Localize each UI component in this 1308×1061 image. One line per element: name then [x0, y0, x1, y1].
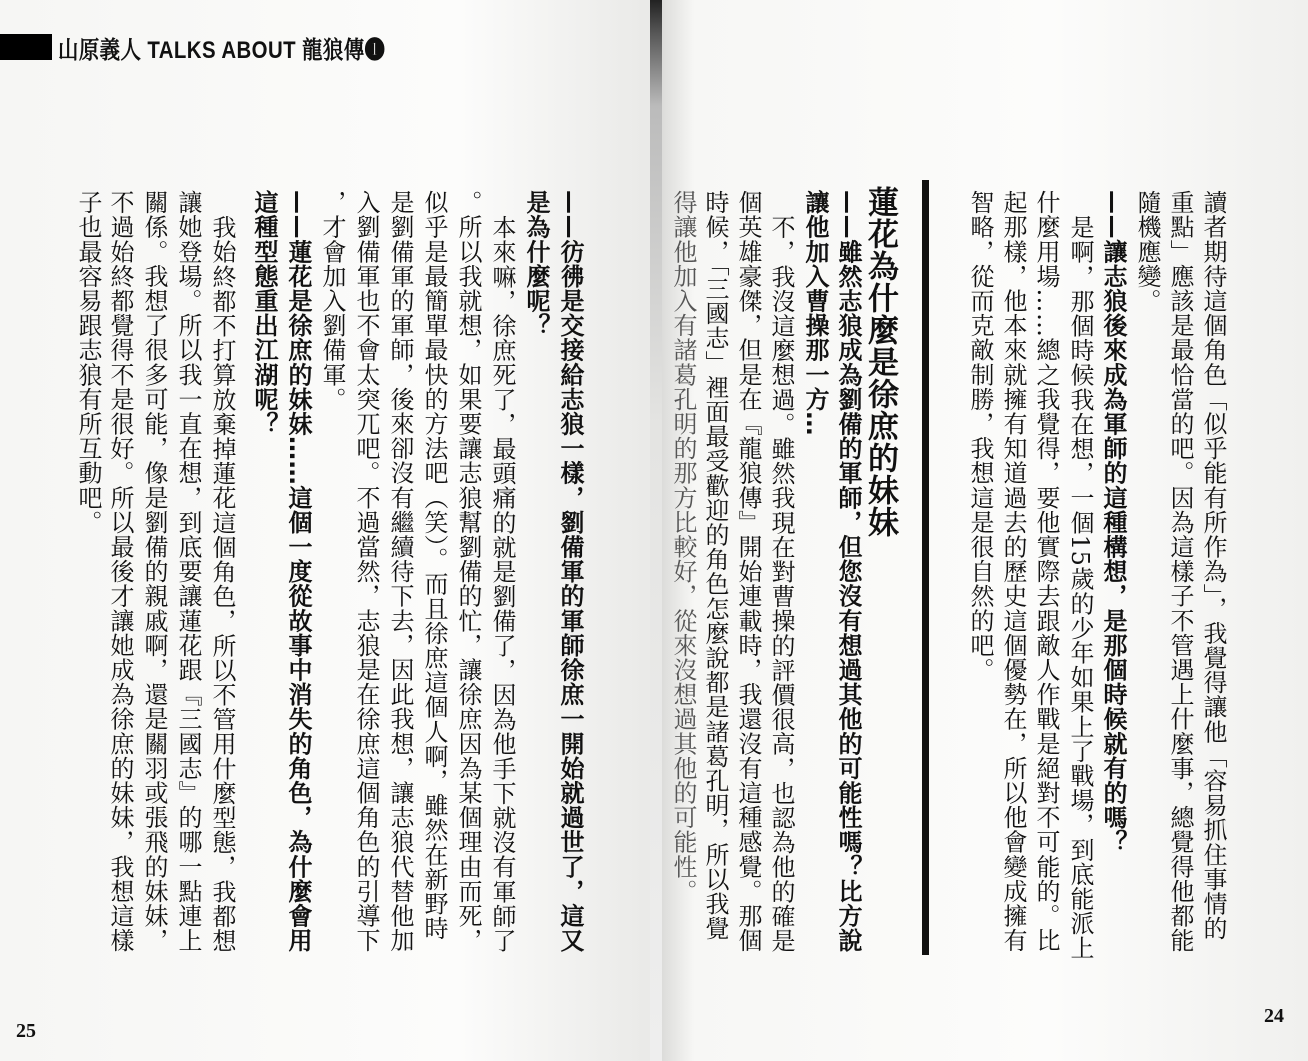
interview-question-line: 這種型態重出江湖呢？: [250, 190, 278, 436]
interview-answer-line: 本來嘛，徐庶死了，最頭痛的就是劉備了，因為他手下就沒有軍師了: [488, 215, 516, 953]
interview-answer-line: 起那樣，他本來就擁有知道過去的歷史這個優勢在，所以他會變成擁有: [999, 190, 1027, 953]
interview-answer-line: 個英雄豪傑，但是在『龍狼傳』開始連載時，我還沒有這種感覺。那個: [734, 190, 762, 953]
interview-answer-line: 什麼用場……總之我覺得，要他實際去跟敵人作戰是絕對不可能的。比: [1032, 190, 1060, 953]
header-title: 山原義人 TALKS ABOUT 龍狼傳❶: [58, 36, 386, 64]
interview-answer-line: 似乎是最簡單最快的方法吧（笑）。而且徐庶這個人啊，雖然在新野時: [420, 190, 448, 941]
running-header: [0, 30, 443, 64]
interview-question-line: ——彷彿是交接給志狼一樣，劉備軍的軍師徐庶一開始就過世了，這又: [556, 190, 584, 953]
interview-answer-line: 讓她登場。所以我一直在想，到底要讓蓮花跟『三國志』的哪一點連上: [174, 190, 202, 953]
page-number-right: 24: [1264, 1005, 1284, 1027]
interview-answer-line: 不過始終都覺得不是很好。所以最後才讓她成為徐庶的妹妹，我想這樣: [106, 190, 134, 953]
interview-answer-line: 關係。我想了很多可能，像是劉備的親戚啊，還是關羽或張飛的妹妹，: [140, 190, 168, 953]
interview-answer-line: 得讓他加入有諸葛孔明的那方比較好，從來沒想過其他的可能性。: [669, 190, 697, 904]
header-bar: [0, 34, 52, 60]
interview-answer-line: 智略，從而克敵制勝，我想這是很自然的吧。: [966, 190, 994, 682]
interview-answer-line: 入劉備軍也不會太突兀吧。不過當然，志狼是在徐庶這個角色的引導下: [352, 190, 380, 953]
interview-answer-line: 是啊，那個時候我在想，一個15歲的少年如果上了戰場，到底能派上: [1066, 215, 1094, 961]
interview-answer-line: ，才會加入劉備軍。: [318, 190, 346, 412]
interview-answer-line: 子也最容易跟志狼有所互動吧。: [74, 190, 102, 535]
interview-question-line: ——讓志狼後來成為軍師的這種構想，是那個時候就有的嗎？: [1099, 190, 1127, 855]
interview-answer-line: 我始終都不打算放棄掉蓮花這個角色，所以不管用什麼型態，我都想: [208, 215, 236, 953]
interview-answer-line: 是劉備軍的軍師，後來卻沒有繼續待下去，因此我想，讓志狼代替他加: [386, 190, 414, 953]
interview-answer-line: 讀者期待這個角色「似乎能有所作為」，我覺得讓他「容易抓住事情的: [1199, 190, 1227, 941]
interview-answer-line: 隨機應變。: [1133, 190, 1161, 313]
interview-answer-line: 不，我沒這麼想過。雖然我現在對曹操的評價很高，也認為他的確是: [767, 215, 795, 953]
section-heading: 蓮花為什麼是徐庶的妹妹: [862, 186, 898, 538]
interview-question-line: 是為什麼呢？: [522, 190, 550, 338]
interview-question-line: ——蓮花是徐庶的妹妹……這個一度從故事中消失的角色，為什麼會用: [284, 190, 312, 953]
interview-question-line: ——雖然志狼成為劉備的軍師，但您沒有想過其他的可能性嗎？比方說: [834, 190, 862, 953]
interview-answer-line: 。所以我就想，如果要讓志狼幫劉備的忙，讓徐庶因為某個理由而死，: [454, 190, 482, 953]
section-divider-bar: [922, 180, 929, 955]
interview-answer-line: 時候，「三國志」裡面最受歡迎的角色怎麼說都是諸葛孔明，所以我覺: [701, 190, 729, 941]
page-number-left: 25: [16, 1020, 36, 1042]
interview-answer-line: 重點」應該是最恰當的吧。因為這樣子不管遇上什麼事，總覺得他都能: [1166, 190, 1194, 953]
interview-question-line: 讓他加入曹操那一方…: [801, 190, 829, 436]
